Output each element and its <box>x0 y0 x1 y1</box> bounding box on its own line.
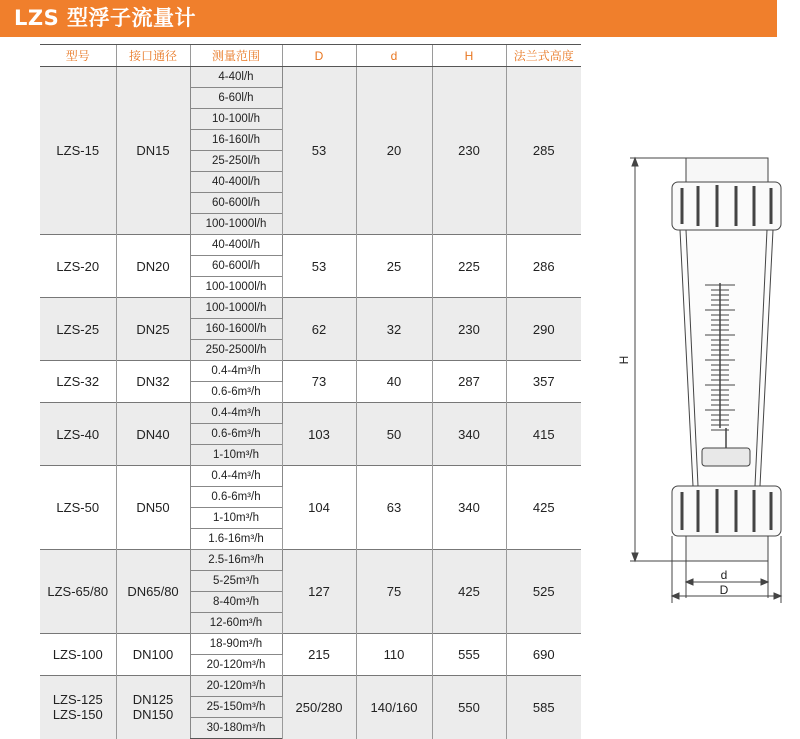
H-cell: 287 <box>432 361 506 403</box>
bore-cell: DN40 <box>116 403 190 466</box>
range-cell: 0.6-6m³/h <box>190 424 282 445</box>
flange-height-cell: 286 <box>506 235 581 298</box>
D-cell: 250/280 <box>282 676 356 739</box>
range-cell: 40-400l/h <box>190 235 282 256</box>
bore-cell: DN20 <box>116 235 190 298</box>
D-cell: 53 <box>282 67 356 235</box>
range-cell: 100-1000l/h <box>190 277 282 298</box>
H-cell: 340 <box>432 466 506 550</box>
flange-height-cell: 285 <box>506 67 581 235</box>
flange-height-cell: 425 <box>506 466 581 550</box>
header-bore: 接口通径 <box>116 45 190 67</box>
bore-cell: DN15 <box>116 67 190 235</box>
range-cell: 4-40l/h <box>190 67 282 88</box>
range-cell: 0.6-6m³/h <box>190 382 282 403</box>
label-H: H <box>617 355 631 365</box>
range-cell: 5-25m³/h <box>190 571 282 592</box>
range-cell: 60-600l/h <box>190 256 282 277</box>
table-row <box>40 550 581 571</box>
label-D: D <box>719 583 729 597</box>
top-pipe <box>686 158 768 182</box>
model-cell: LZS-25 <box>40 298 116 361</box>
model-cell: LZS-65/80 <box>40 550 116 634</box>
model-cell: LZS-15 <box>40 67 116 235</box>
D-cell: 103 <box>282 403 356 466</box>
range-cell: 250-2500l/h <box>190 340 282 361</box>
model-cell: LZS-20 <box>40 235 116 298</box>
D-cell: 53 <box>282 235 356 298</box>
model-cell: LZS-40 <box>40 403 116 466</box>
d-cell: 50 <box>356 403 432 466</box>
D-cell: 127 <box>282 550 356 634</box>
range-cell: 1-10m³/h <box>190 508 282 529</box>
H-cell: 230 <box>432 67 506 235</box>
header-D: D <box>282 45 356 67</box>
D-cell: 73 <box>282 361 356 403</box>
range-cell: 0.4-4m³/h <box>190 403 282 424</box>
range-cell: 0.6-6m³/h <box>190 487 282 508</box>
range-cell: 30-180m³/h <box>190 718 282 739</box>
range-cell: 1-10m³/h <box>190 445 282 466</box>
header-H: H <box>432 45 506 67</box>
model-cell: LZS-100 <box>40 634 116 676</box>
bore-cell: DN65/80 <box>116 550 190 634</box>
d-cell: 32 <box>356 298 432 361</box>
bottom-pipe <box>686 536 768 561</box>
bore-cell: DN25 <box>116 298 190 361</box>
range-cell: 25-150m³/h <box>190 697 282 718</box>
range-cell: 40-400l/h <box>190 172 282 193</box>
flange-height-cell: 690 <box>506 634 581 676</box>
range-cell: 0.4-4m³/h <box>190 361 282 382</box>
float <box>702 448 750 466</box>
d-cell: 63 <box>356 466 432 550</box>
range-cell: 6-60l/h <box>190 88 282 109</box>
H-cell: 340 <box>432 403 506 466</box>
range-cell: 8-40m³/h <box>190 592 282 613</box>
table-header-row <box>40 45 581 67</box>
model-cell: LZS-125 LZS-150 <box>40 676 116 739</box>
header-range: 测量范围 <box>190 45 282 67</box>
page-title: LZS 型浮子流量计 <box>14 6 197 30</box>
model-cell: LZS-32 <box>40 361 116 403</box>
H-cell: 555 <box>432 634 506 676</box>
range-cell: 60-600l/h <box>190 193 282 214</box>
title-bar <box>0 0 777 37</box>
range-cell: 160-1600l/h <box>190 319 282 340</box>
table-row <box>40 361 581 382</box>
table-row <box>40 676 581 697</box>
bore-cell: DN50 <box>116 466 190 550</box>
table-row <box>40 298 581 319</box>
top-union-nut <box>672 182 781 230</box>
range-cell: 100-1000l/h <box>190 214 282 235</box>
d-cell: 25 <box>356 235 432 298</box>
D-cell: 62 <box>282 298 356 361</box>
range-cell: 2.5-16m³/h <box>190 550 282 571</box>
flange-height-cell: 585 <box>506 676 581 739</box>
table-row <box>40 634 581 655</box>
bore-cell: DN32 <box>116 361 190 403</box>
H-cell: 225 <box>432 235 506 298</box>
bottom-union-nut <box>672 486 781 536</box>
H-cell: 230 <box>432 298 506 361</box>
header-model: 型号 <box>40 45 116 67</box>
spec-table <box>40 44 581 739</box>
d-cell: 110 <box>356 634 432 676</box>
table-row <box>40 67 581 88</box>
flange-height-cell: 290 <box>506 298 581 361</box>
table-row <box>40 235 581 256</box>
table-row <box>40 466 581 487</box>
range-cell: 16-160l/h <box>190 130 282 151</box>
flange-height-cell: 357 <box>506 361 581 403</box>
range-cell: 1.6-16m³/h <box>190 529 282 550</box>
range-cell: 25-250l/h <box>190 151 282 172</box>
table-row <box>40 403 581 424</box>
header-d: d <box>356 45 432 67</box>
table-body <box>40 67 581 739</box>
H-cell: 550 <box>432 676 506 739</box>
flange-height-cell: 415 <box>506 403 581 466</box>
d-cell: 40 <box>356 361 432 403</box>
d-cell: 20 <box>356 67 432 235</box>
range-cell: 20-120m³/h <box>190 676 282 697</box>
range-cell: 0.4-4m³/h <box>190 466 282 487</box>
flange-height-cell: 525 <box>506 550 581 634</box>
model-cell: LZS-50 <box>40 466 116 550</box>
d-cell: 140/160 <box>356 676 432 739</box>
bore-cell: DN125 DN150 <box>116 676 190 739</box>
header-flange-height: 法兰式高度 <box>506 45 581 67</box>
range-cell: 20-120m³/h <box>190 655 282 676</box>
d-cell: 75 <box>356 550 432 634</box>
range-cell: 10-100l/h <box>190 109 282 130</box>
range-cell: 100-1000l/h <box>190 298 282 319</box>
flowmeter-diagram <box>617 148 787 608</box>
bore-cell: DN100 <box>116 634 190 676</box>
range-cell: 12-60m³/h <box>190 613 282 634</box>
H-cell: 425 <box>432 550 506 634</box>
D-cell: 215 <box>282 634 356 676</box>
label-d: d <box>720 568 728 582</box>
D-cell: 104 <box>282 466 356 550</box>
range-cell: 18-90m³/h <box>190 634 282 655</box>
